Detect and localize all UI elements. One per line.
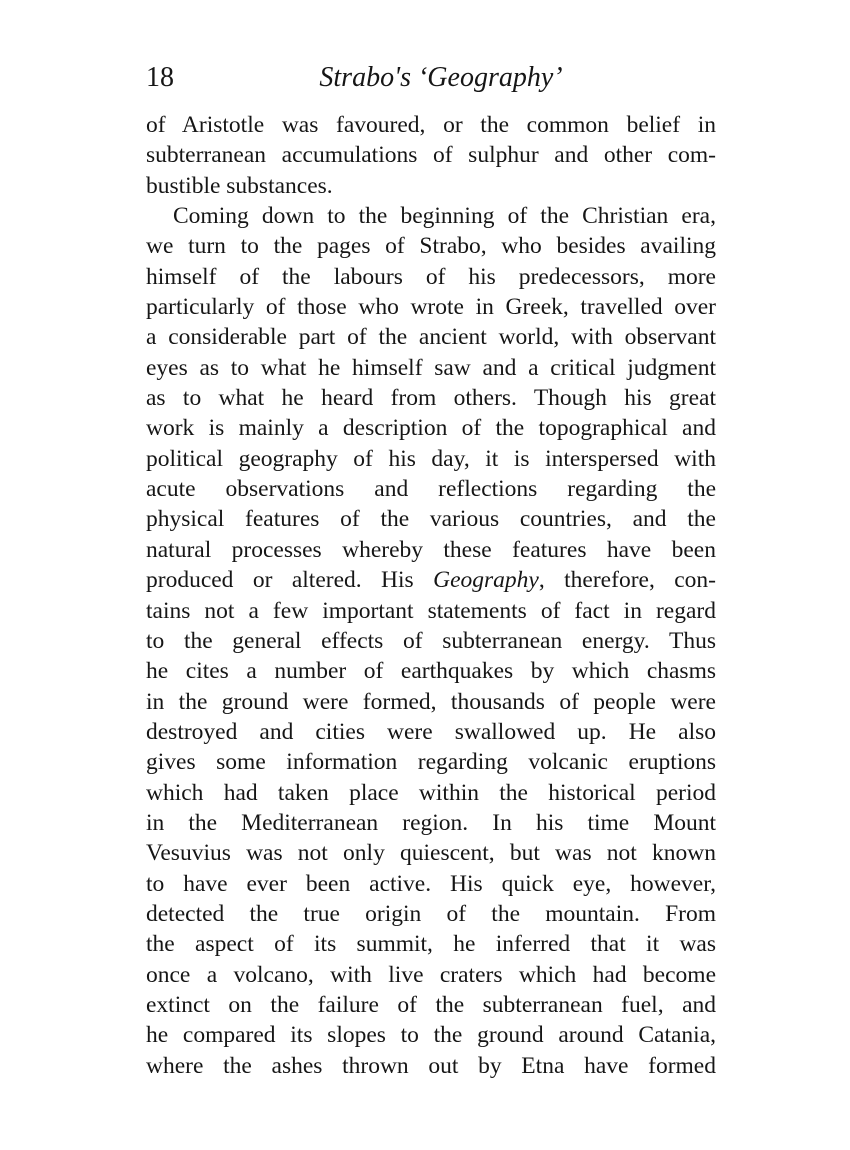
text-line: to have ever been active. His quick eye, however, bbox=[146, 870, 716, 897]
text-line: in the ground were formed, thousands of people were bbox=[146, 688, 716, 715]
text-line: we turn to the pages of Strabo, who besides availing bbox=[146, 233, 716, 260]
text-line: particularly of those who wrote in Greek, travelled over bbox=[146, 294, 716, 321]
body-text bbox=[146, 110, 716, 1081]
text-line: physical features of the various countries, and the bbox=[146, 506, 716, 533]
text-line-with-italic: produced or altered. His Geography, therefore, con- bbox=[146, 567, 716, 594]
text-line: detected the true origin of the mountain. From bbox=[146, 900, 716, 927]
text-line: to the general effects of subterranean energy. Thus bbox=[146, 627, 716, 654]
page-number: 18 bbox=[146, 62, 174, 93]
text-line: he compared its slopes to the ground around Catania, bbox=[146, 1022, 716, 1049]
text-line: natural processes whereby these features have been bbox=[146, 536, 716, 563]
text-line: bustible substances. bbox=[146, 172, 333, 199]
text-line: acute observations and reflections regarding the bbox=[146, 476, 716, 503]
text-line: eyes as to what he himself saw and a critical judgment bbox=[146, 354, 716, 381]
text-line: political geography of his day, it is interspersed with bbox=[146, 445, 716, 472]
text-line: where the ashes thrown out by Etna have formed bbox=[146, 1052, 716, 1079]
text-line: work is mainly a description of the topographical and bbox=[146, 415, 716, 442]
text-line: Vesuvius was not only quiescent, but was not known bbox=[146, 840, 716, 867]
text-line: as to what he heard from others. Though his great bbox=[146, 385, 716, 412]
text-line: gives some information regarding volcanic eruptions bbox=[146, 749, 716, 776]
text-line: himself of the labours of his predecessors, more bbox=[146, 263, 716, 290]
text-line: in the Mediterranean region. In his time Mount bbox=[146, 809, 716, 836]
text-line: the aspect of its summit, he inferred that it was bbox=[146, 931, 716, 958]
text-line: extinct on the failure of the subterranean fuel, and bbox=[146, 991, 716, 1018]
text-line: of Aristotle was favoured, or the common belief in bbox=[146, 112, 716, 138]
text-line: which had taken place within the historical period bbox=[146, 779, 716, 806]
text-line: a considerable part of the ancient world, with observant bbox=[146, 324, 716, 351]
italic-title: Geography bbox=[433, 567, 539, 594]
text-line: subterranean accumulations of sulphur and other com- bbox=[146, 142, 716, 169]
text-line: once a volcano, with live craters which had become bbox=[146, 961, 716, 988]
text-line: Coming down to the beginning of the Christian era, bbox=[173, 203, 716, 230]
running-head bbox=[146, 60, 716, 100]
text-line: destroyed and cities were swallowed up. He also bbox=[146, 718, 716, 745]
text-line: tains not a few important statements of fact in regard bbox=[146, 597, 716, 624]
running-title: Strabo's ‘Geography’ bbox=[319, 62, 563, 93]
text-line: he cites a number of earthquakes by which chasms bbox=[146, 658, 716, 685]
